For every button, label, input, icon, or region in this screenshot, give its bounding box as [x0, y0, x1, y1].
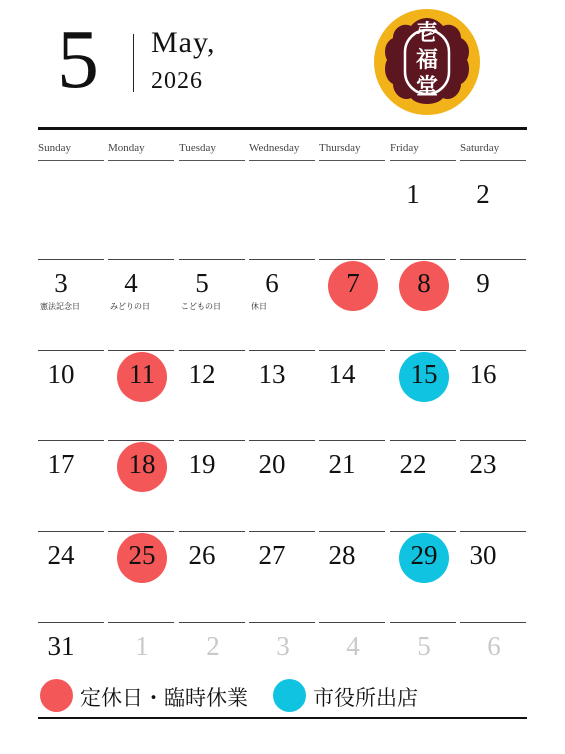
cell-divider	[390, 622, 456, 623]
cell-divider	[108, 440, 174, 441]
bottom-rule	[38, 717, 527, 719]
day-cell	[38, 350, 104, 440]
day-number: 13	[258, 359, 286, 389]
day-cell	[108, 259, 174, 349]
day-cell	[249, 350, 315, 440]
weekday-label: Thursday	[319, 142, 385, 161]
day-number: 17	[47, 449, 75, 479]
day-cell	[179, 440, 245, 530]
day-number: 1	[406, 179, 420, 209]
cell-divider	[249, 440, 315, 441]
day-cell	[38, 531, 104, 621]
day-number: 24	[47, 540, 75, 570]
cell-divider	[390, 350, 456, 351]
holiday-note: みどりの日	[110, 302, 150, 311]
day-number: 19	[188, 449, 216, 479]
day-cell	[460, 440, 526, 530]
holiday-note: 休日	[251, 302, 267, 311]
year: 2026	[151, 68, 203, 94]
day-cell	[460, 622, 526, 712]
day-number: 7	[346, 268, 360, 298]
day-cell	[249, 531, 315, 621]
cell-divider	[38, 259, 104, 260]
day-cell	[390, 440, 456, 530]
empty-cell	[249, 170, 315, 260]
cell-divider	[249, 531, 315, 532]
cell-divider	[38, 622, 104, 623]
day-number: 27	[258, 540, 286, 570]
cell-divider	[179, 440, 245, 441]
day-number: 18	[128, 449, 156, 479]
day-number: 6	[487, 631, 501, 661]
weekday-label: Saturday	[460, 142, 526, 161]
day-cell	[108, 531, 174, 621]
cell-divider	[319, 440, 385, 441]
day-number: 26	[188, 540, 216, 570]
day-number: 14	[328, 359, 356, 389]
cell-divider	[179, 531, 245, 532]
cell-divider	[460, 259, 526, 260]
weekday-label: Tuesday	[179, 142, 245, 161]
legend-market-dot	[273, 679, 306, 712]
day-cell	[179, 259, 245, 349]
empty-cell	[319, 170, 385, 260]
legend-holiday-dot	[40, 679, 73, 712]
day-number: 23	[469, 449, 497, 479]
weekday-label: Friday	[390, 142, 456, 161]
day-number: 9	[476, 268, 490, 298]
cell-divider	[38, 440, 104, 441]
cell-divider	[319, 531, 385, 532]
empty-cell	[38, 170, 104, 260]
day-number: 5	[195, 268, 209, 298]
day-cell	[179, 531, 245, 621]
cell-divider	[319, 622, 385, 623]
day-number: 15	[410, 359, 438, 389]
cell-divider	[108, 350, 174, 351]
day-number: 5	[417, 631, 431, 661]
cell-divider	[390, 440, 456, 441]
cell-divider	[460, 350, 526, 351]
day-cell	[460, 259, 526, 349]
day-number: 16	[469, 359, 497, 389]
cell-divider	[390, 259, 456, 260]
cell-divider	[108, 622, 174, 623]
legend-market-label: 市役所出店	[313, 686, 418, 710]
day-cell	[179, 350, 245, 440]
day-number: 2	[476, 179, 490, 209]
day-number: 31	[47, 631, 75, 661]
cell-divider	[108, 531, 174, 532]
day-number: 30	[469, 540, 497, 570]
day-cell	[390, 259, 456, 349]
top-rule	[38, 127, 527, 130]
day-number: 10	[47, 359, 75, 389]
day-number: 3	[276, 631, 290, 661]
day-number: 4	[124, 268, 138, 298]
cell-divider	[460, 622, 526, 623]
day-cell	[460, 170, 526, 260]
day-cell	[319, 531, 385, 621]
cell-divider	[38, 531, 104, 532]
empty-cell	[179, 170, 245, 260]
cell-divider	[460, 440, 526, 441]
cell-divider	[319, 259, 385, 260]
logo-text: 壱福堂	[415, 21, 438, 100]
cell-divider	[319, 350, 385, 351]
weekday-label: Sunday	[38, 142, 104, 161]
day-number: 6	[265, 268, 279, 298]
day-cell	[390, 531, 456, 621]
day-cell	[390, 170, 456, 260]
cell-divider	[249, 622, 315, 623]
day-number: 1	[135, 631, 149, 661]
month-name: May,	[151, 26, 216, 59]
cell-divider	[108, 259, 174, 260]
cell-divider	[179, 259, 245, 260]
day-cell	[108, 440, 174, 530]
day-cell	[319, 350, 385, 440]
day-cell	[108, 350, 174, 440]
day-number: 21	[328, 449, 356, 479]
day-number: 12	[188, 359, 216, 389]
day-cell	[460, 531, 526, 621]
day-cell	[38, 440, 104, 530]
day-number: 29	[410, 540, 438, 570]
day-number: 2	[206, 631, 220, 661]
day-number: 28	[328, 540, 356, 570]
day-cell	[249, 440, 315, 530]
cell-divider	[179, 622, 245, 623]
day-number: 3	[54, 268, 68, 298]
month-number: 5	[57, 13, 99, 106]
day-number: 20	[258, 449, 286, 479]
day-cell	[390, 350, 456, 440]
day-number: 11	[129, 359, 155, 389]
weekday-label: Wednesday	[249, 142, 315, 161]
day-cell	[38, 259, 104, 349]
cell-divider	[249, 259, 315, 260]
cell-divider	[179, 350, 245, 351]
day-number: 8	[417, 268, 431, 298]
day-cell	[460, 350, 526, 440]
cell-divider	[390, 531, 456, 532]
empty-cell	[108, 170, 174, 260]
day-cell	[319, 440, 385, 530]
holiday-note: 憲法記念日	[40, 302, 80, 311]
header-divider	[133, 34, 134, 92]
holiday-note: こどもの日	[181, 302, 221, 311]
weekday-label: Monday	[108, 142, 174, 161]
legend-holiday-label: 定休日・臨時休業	[80, 686, 248, 710]
cell-divider	[460, 531, 526, 532]
cell-divider	[249, 350, 315, 351]
day-number: 25	[128, 540, 156, 570]
day-number: 4	[346, 631, 360, 661]
day-number: 22	[399, 449, 427, 479]
day-cell	[319, 259, 385, 349]
day-cell	[249, 259, 315, 349]
cell-divider	[38, 350, 104, 351]
